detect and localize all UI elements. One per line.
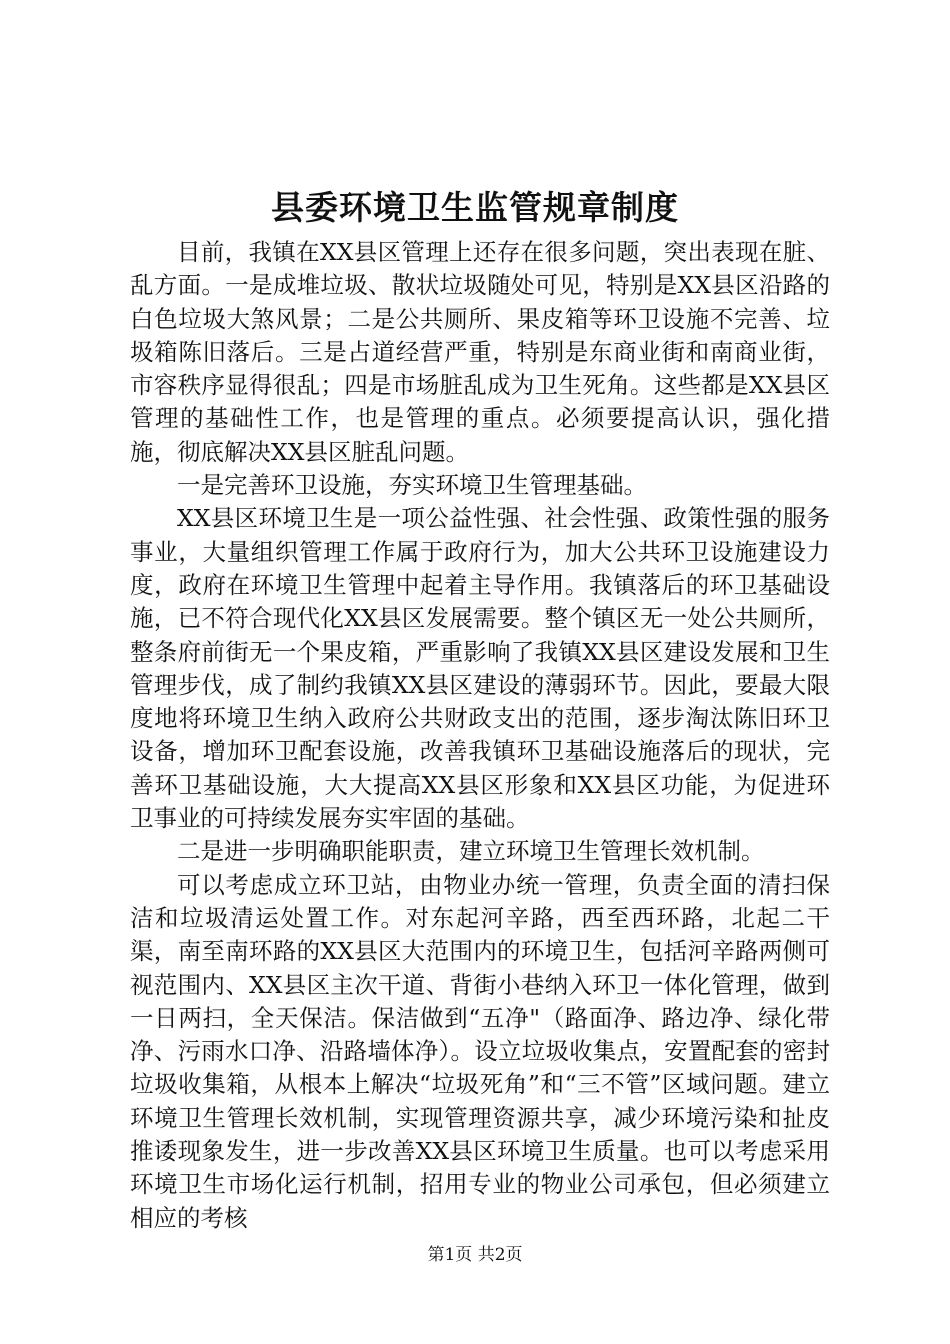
paragraph-intro: 目前，我镇在XX县区管理上还存在很多问题，突出表现在脏、乱方面。一是成堆垃圾、散状垃圾随处可见，特别是XX县区沿路的白色垃圾大煞风景；二是公共厕所、果皮箱等环卫设施不完善、垃圾箱陈旧落后。三是占道经营严重，特别是东商业街和南商业街，市容秩序显得很乱；四是市场脏乱成为卫生死角。这些都是XX县区管理的基础性工作，也是管理的重点。必须要提高认识，强化措施，彻底解决XX县区脏乱问题。	[130, 238, 830, 466]
section-heading-2: 二是进一步明确职能职责，建立环境卫生管理长效机制。	[177, 837, 765, 866]
section-heading-1: 一是完善环卫设施，夯实环境卫生管理基础。	[177, 471, 647, 500]
paragraph-section-2: 可以考虑成立环卫站，由物业办统一管理，负责全面的清扫保洁和垃圾清运处置工作。对东起河辛路，西至西环路，北起二干渠，南至南环路的XX县区大范围内的环境卫生，包括河辛路两侧可视范围内、XX县区主次干道、背街小巷纳入环卫一体化管理，做到一日两扫，全天保洁。保洁做到“五净"（路面净、路边净、绿化带净、污雨水口净、沿路墙体净）。设立垃圾收集点，安置配套的密封垃圾收集箱，从根本上解决“垃圾死角”和“三不管”区域问题。建立环境卫生管理长效机制，实现管理资源共享，减少环境污染和扯皮推诿现象发生，进一步改善XX县区环境卫生质量。也可以考虑采用环境卫生市场化运行机制，招用专业的物业公司承包，但必须建立相应的考核	[130, 870, 830, 1232]
page-number-footer: 第1页 共2页	[427, 1245, 523, 1265]
paragraph-section-1: XX县区环境卫生是一项公益性强、社会性强、政策性强的服务事业，大量组织管理工作属于政府行为，加大公共环卫设施建设力度，政府在环境卫生管理中起着主导作用。我镇落后的环卫基础设施，已不符合现代化XX县区发展需要。整个镇区无一处公共厕所，整条府前街无一个果皮箱，严重影响了我镇XX县区建设发展和卫生管理步伐，成了制约我镇XX县区建设的薄弱环节。因此，要最大限度地将环境卫生纳入政府公共财政支出的范围，逐步淘汰陈旧环卫设备，增加环卫配套设施，改善我镇环卫基础设施落后的现状，完善环卫基础设施，大大提高XX县区形象和XX县区功能，为促进环卫事业的可持续发展夯实牢固的基础。	[130, 504, 830, 833]
document-title: 县委环境卫生监管规章制度	[271, 188, 679, 227]
document-body	[130, 236, 830, 1235]
